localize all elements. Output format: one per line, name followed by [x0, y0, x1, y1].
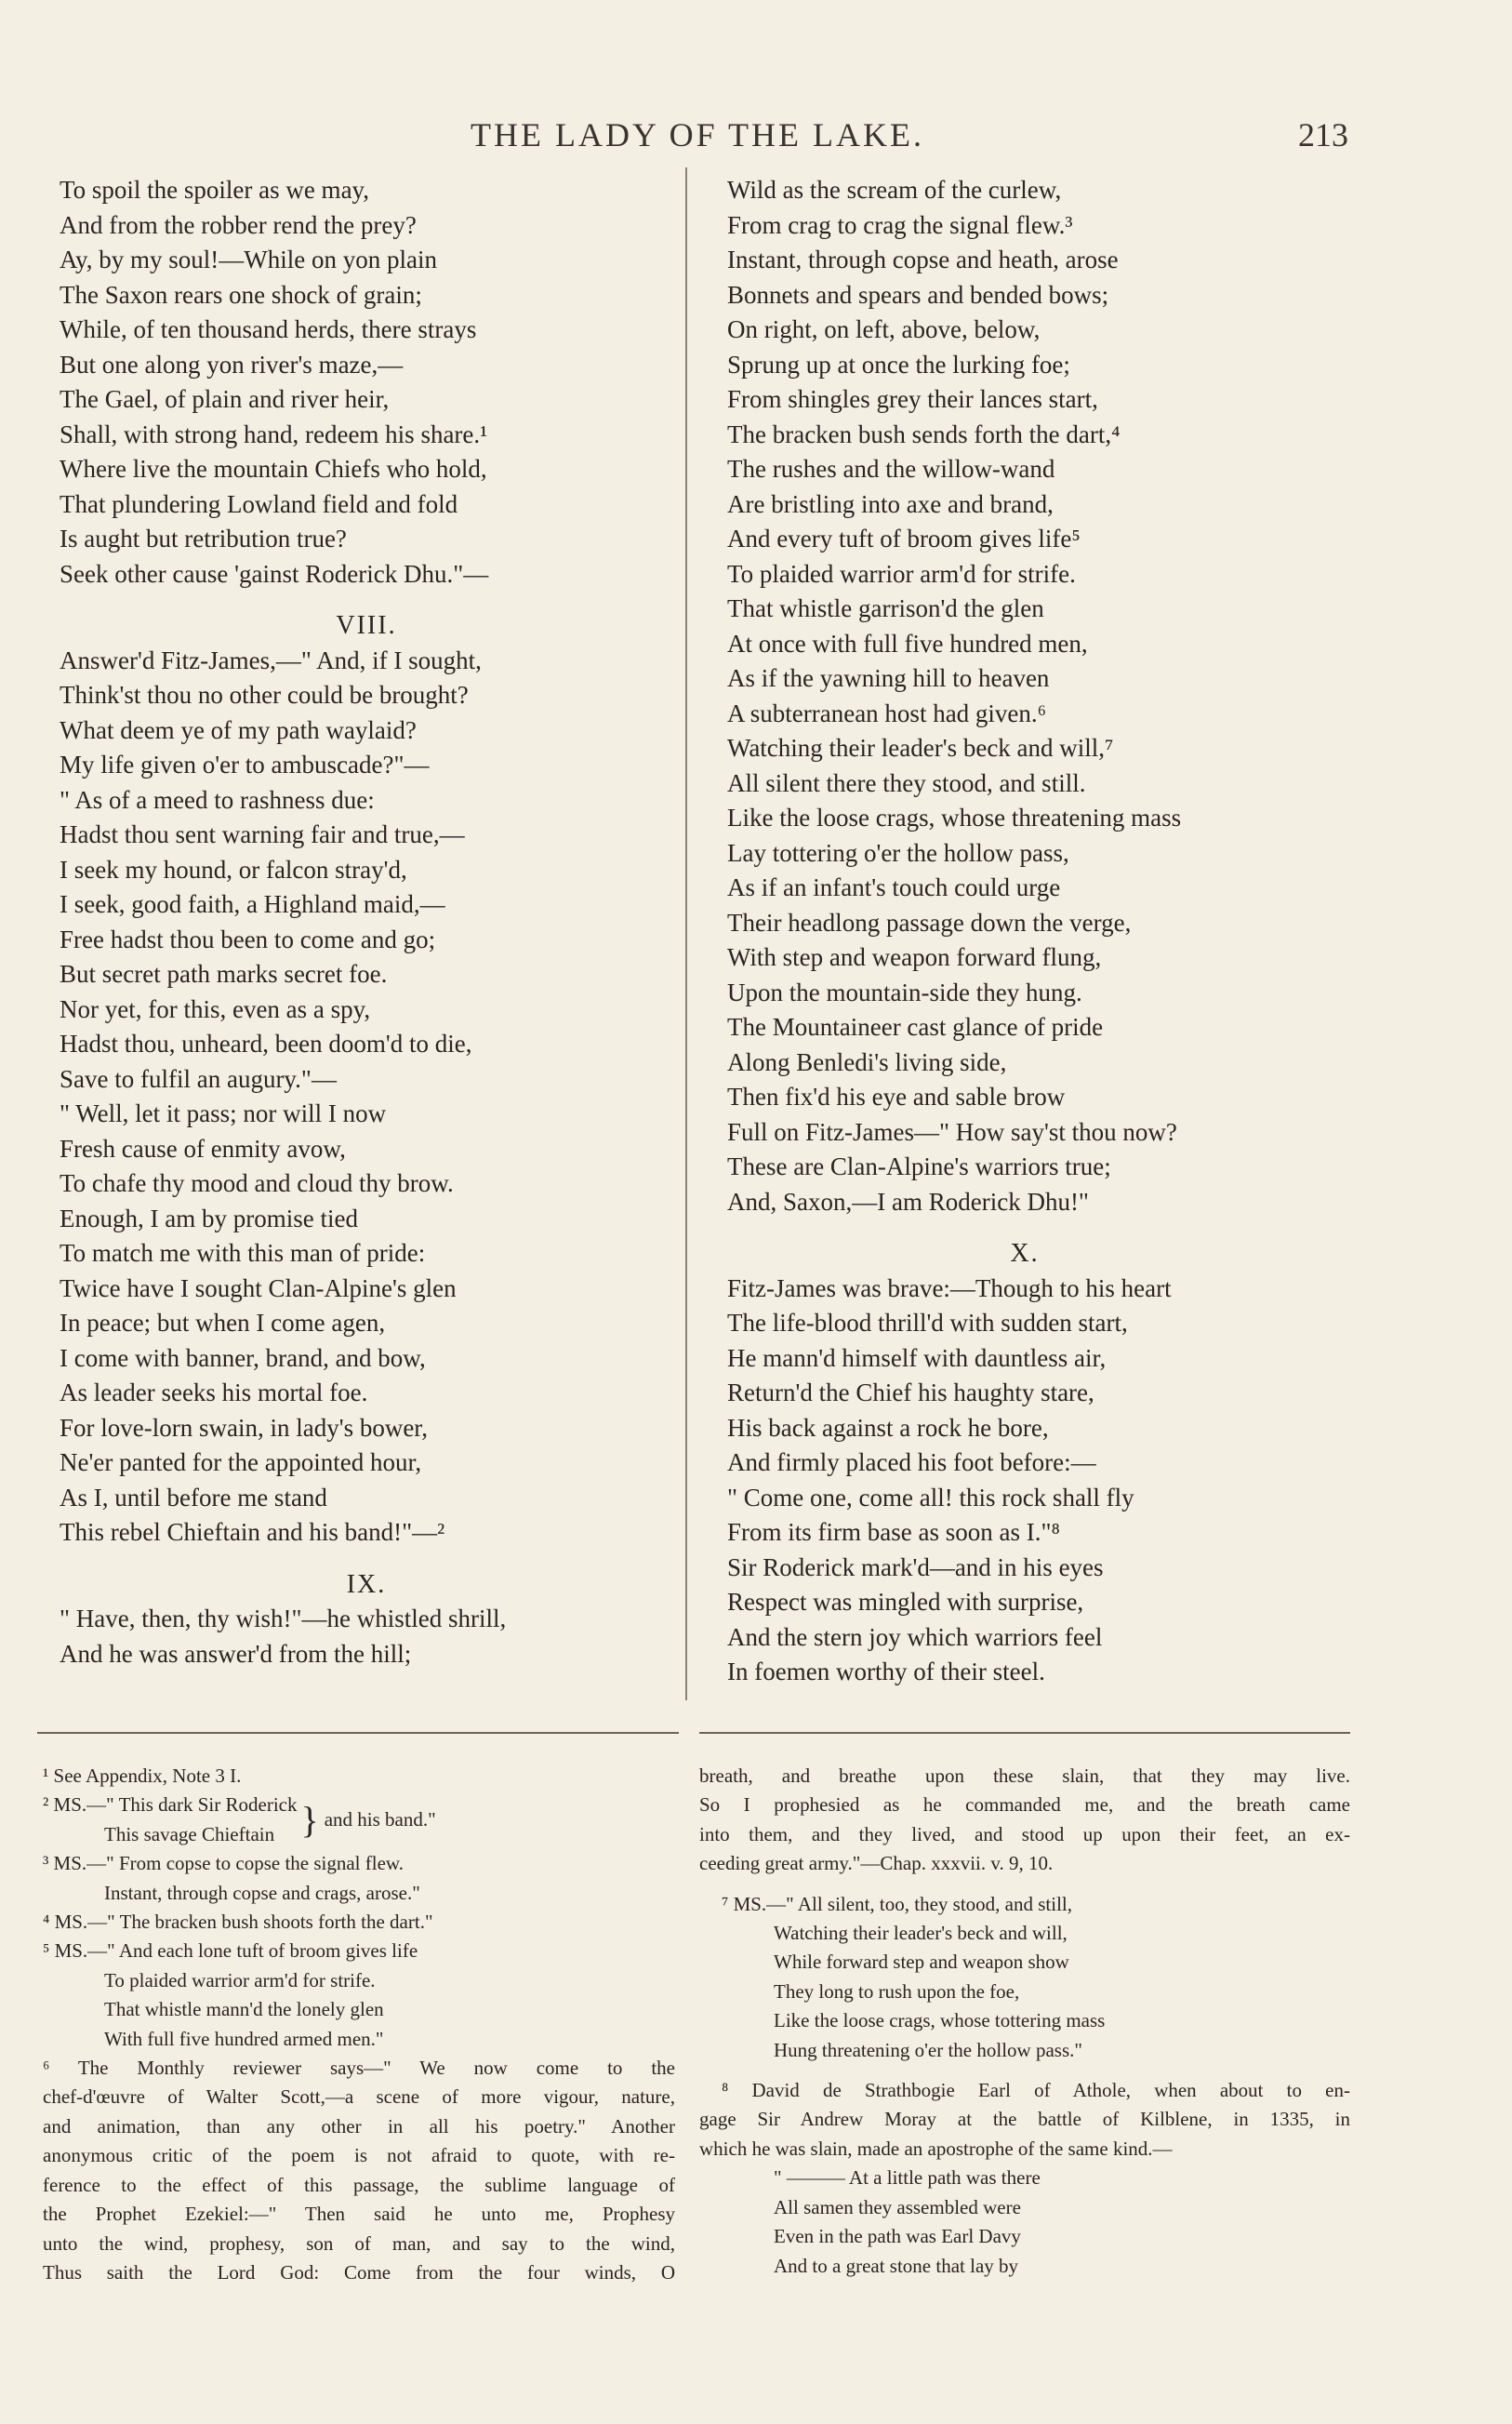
column-divider [685, 167, 687, 1700]
verse-line: Save to fulfil an augury."— [60, 1064, 337, 1093]
footnote-6-line: and animation, than any other in all his poetry." Another [43, 2114, 675, 2138]
footnote-5-line: That whistle mann'd the lonely glen [104, 1998, 384, 2021]
verse-line: The rushes and the willow-wand [727, 455, 1055, 483]
verse-line: From crag to crag the signal flew.³ [727, 210, 1073, 239]
verse-line: This rebel Chieftain and his band!"—² [60, 1518, 445, 1546]
verse-line: With step and weapon forward flung, [727, 943, 1102, 971]
verse-line: Hadst thou sent warning fair and true,— [60, 820, 465, 848]
verse-line: On right, on left, above, below, [727, 315, 1041, 343]
verse-line: I seek, good faith, a Highland maid,— [60, 890, 445, 918]
verse-line: The bracken bush sends forth the dart,⁴ [727, 420, 1121, 448]
footnote-7-line: Like the loose crags, whose tottering mass [774, 2009, 1106, 2032]
verse-line: In foemen worthy of their steel. [727, 1658, 1045, 1685]
verse-line: As leader seeks his mortal foe. [60, 1378, 368, 1406]
stanza-number-ix: IX. [346, 1569, 387, 1599]
verse-line: Shall, with strong hand, redeem his share.¹ [60, 420, 488, 448]
verse-line: These are Clan-Alpine's warriors true; [727, 1152, 1111, 1180]
footnotes-right [699, 1762, 1350, 2281]
verse-line: " Have, then, thy wish!"—he whistled shrill, [60, 1605, 507, 1632]
footnote-7: ⁷ MS.—" All silent, too, they stood, and still, [722, 1892, 1072, 1915]
verse-line: His back against a rock he bore, [727, 1413, 1049, 1442]
verse-line: To plaided warrior arm'd for strife. [727, 559, 1076, 588]
footnote-7-line: Watching their leader's beck and will, [774, 1922, 1068, 1945]
verse-line: Bonnets and spears and bended bows; [727, 280, 1109, 309]
footnote-6-line: chef-d'œuvre of Walter Scott,—a scene of more vigour, nature, [43, 2085, 675, 2109]
verse-line: From its firm base as soon as I."⁸ [727, 1518, 1060, 1546]
verse-line: Then fix'd his eye and sable brow [727, 1083, 1066, 1111]
verse-line: A subterranean host had given.⁶ [727, 699, 1047, 727]
verse-line: Sir Roderick mark'd—and in his eyes [727, 1552, 1104, 1581]
verse-line: And from the robber rend the prey? [60, 210, 417, 239]
verse-line: Watching their leader's beck and will,⁷ [727, 734, 1114, 762]
verse-line: The life-blood thrill'd with sudden start, [727, 1309, 1128, 1337]
verse-line: Where live the mountain Chiefs who hold, [60, 455, 487, 483]
verse-line: I come with banner, brand, and bow, [60, 1343, 426, 1372]
verse-line: My life given o'er to ambuscade?"— [60, 751, 430, 779]
page-number: 213 [1298, 116, 1348, 153]
verse-line: Ay, by my soul!—While on yon plain [60, 246, 437, 273]
verse-line: To chafe thy mood and cloud thy brow. [60, 1169, 454, 1197]
verse-line: Instant, through copse and heath, arose [727, 246, 1119, 273]
verse-line: While, of ten thousand herds, there strays [60, 315, 477, 343]
footnote-6-line: unto the wind, prophesy, son of man, and say to the wind, [43, 2231, 675, 2255]
verse-line: Respect was mingled with surprise, [727, 1588, 1084, 1616]
footnote-4: ⁴ MS.—" The bracken bush shoots forth the dart." [43, 1911, 433, 1934]
verse-line: Hadst thou, unheard, been doom'd to die, [60, 1030, 472, 1058]
verse-line: The Mountaineer cast glance of pride [727, 1013, 1104, 1041]
verse-line: Are bristling into axe and brand, [727, 489, 1054, 518]
footnote-2-suffix: and his band." [324, 1808, 436, 1831]
verse-line: Answer'd Fitz-James,—" And, if I sought, [60, 646, 482, 674]
verse-line: The Gael, of plain and river heir, [60, 385, 390, 413]
verse-line: Seek other cause 'gainst Roderick Dhu."— [60, 559, 489, 588]
verse-line: Ne'er panted for the appointed hour, [60, 1448, 422, 1476]
verse-line: And firmly placed his foot before:— [727, 1448, 1096, 1476]
verse-line: Sprung up at once the lurking foe; [727, 350, 1070, 379]
footnote-2-line: ² MS.—" This dark Sir Roderick [43, 1793, 298, 1817]
footnote-6-continued: breath, and breathe upon these slain, that they may live. [699, 1765, 1350, 1787]
verse-line: Like the loose crags, whose threatening mass [727, 804, 1182, 832]
footnote-6-continued: ceeding great army."—Chap. xxxvii. v. 9, 10. [699, 1852, 1054, 1875]
verse-line: Lay tottering o'er the hollow pass, [727, 838, 1069, 867]
footnote-6-continued: into them, and they lived, and stood up upon their feet, an ex- [699, 1822, 1350, 1845]
verse-line: From shingles grey their lances start, [727, 385, 1098, 413]
verse-line: But one along yon river's maze,— [60, 350, 404, 379]
footnote-6-line: ⁶ The Monthly reviewer says—" We now come to the [43, 2057, 675, 2080]
footnote-3-line: Instant, through copse and crags, arose." [104, 1881, 420, 1904]
verse-line: As if an infant's touch could urge [727, 873, 1061, 901]
footnote-7-line: Hung threatening o'er the hollow pass." [774, 2038, 1082, 2061]
verse-line: At once with full five hundred men, [727, 629, 1088, 658]
verse-line: All silent there they stood, and still. [727, 768, 1086, 797]
verse-line: Full on Fitz-James—" How say'st thou now? [727, 1117, 1177, 1146]
right-column [727, 173, 1322, 1690]
footnote-6-line: ference to the effect of this passage, the sublime language of [43, 2173, 675, 2196]
footnote-3: ³ MS.—" From copse to copse the signal flew. [43, 1852, 404, 1875]
left-column [60, 173, 673, 1671]
verse-line: Their headlong passage down the verge, [727, 908, 1132, 937]
footnotes-left [43, 1762, 675, 2287]
verse-line: That plundering Lowland field and fold [60, 489, 458, 518]
footnote-8-quote: All samen they assembled were [774, 2195, 1021, 2218]
footnote-7-line: While forward step and weapon show [774, 1951, 1069, 1974]
verse-line: Return'd the Chief his haughty stare, [727, 1378, 1094, 1406]
verse-line: And every tuft of broom gives life⁵ [727, 525, 1081, 553]
footnote-5: ⁵ MS.—" And each lone tuft of broom gives life [43, 1939, 418, 1963]
verse-line: Think'st thou no other could be brought? [60, 681, 469, 709]
footnote-6-line: the Prophet Ezekiel:—" Then said he unto me, Prophesy [43, 2203, 675, 2226]
verse-line: I seek my hound, or falcon stray'd, [60, 855, 407, 884]
brace-glyph: } [300, 1798, 319, 1841]
footnote-5-line: With full five hundred armed men." [104, 2027, 384, 2050]
verse-line: The Saxon rears one shock of grain; [60, 280, 422, 309]
footnote-rule [699, 1732, 1350, 1734]
footnote-6-line: Thus saith the Lord God: Come from the four winds, O [43, 2260, 675, 2284]
verse-line: What deem ye of my path waylaid? [60, 715, 417, 744]
footnote-6-line: anonymous critic of the poem is not afraid to quote, with re- [43, 2144, 675, 2167]
footnote-8-quote: And to a great stone that lay by [774, 2254, 1019, 2277]
verse-line: And, Saxon,—I am Roderick Dhu!" [727, 1187, 1089, 1216]
verse-line: And the stern joy which warriors feel [727, 1622, 1103, 1651]
footnote-2 [43, 1791, 675, 1849]
verse-line: Along Benledi's living side, [727, 1047, 1007, 1076]
footnote-1: ¹ See Appendix, Note 3 I. [43, 1765, 242, 1787]
verse-line: Twice have I sought Clan-Alpine's glen [60, 1273, 457, 1302]
footnote-rule [37, 1732, 679, 1734]
footnote-2-alt: This savage Chieftain [104, 1822, 275, 1845]
footnote-8-quote: " ——— At a little path was there [774, 2166, 1041, 2190]
verse-line: Wild as the scream of the curlew, [727, 176, 1062, 204]
verse-line: To spoil the spoiler as we may, [60, 176, 370, 204]
footnote-8: ⁸ David de Strathbogie Earl of Athole, when about to en- [722, 2079, 1350, 2102]
verse-line: Fitz-James was brave:—Though to his heart [727, 1273, 1172, 1302]
verse-line: And he was answer'd from the hill; [60, 1639, 412, 1668]
verse-line: Nor yet, for this, even as a spy, [60, 994, 371, 1023]
verse-line: Enough, I am by promise tied [60, 1204, 358, 1232]
verse-line: Is aught but retribution true? [60, 525, 347, 553]
running-title: THE LADY OF THE LAKE. [471, 116, 924, 153]
footnote-6-continued: So I prophesied as he commanded me, and the breath came [699, 1793, 1350, 1817]
footnote-5-line: To plaided warrior arm'd for strife. [104, 1968, 376, 1991]
footnote-7-line: They long to rush upon the foe, [774, 1979, 1020, 2003]
verse-line: As I, until before me stand [60, 1483, 327, 1512]
footnote-8-line: gage Sir Andrew Moray at the battle of Kilblene, in 1335, in [699, 2108, 1350, 2131]
verse-line: To match me with this man of pride: [60, 1239, 426, 1267]
verse-line: For love-lorn swain, in lady's bower, [60, 1413, 428, 1442]
verse-line: In peace; but when I come agen, [60, 1309, 386, 1337]
verse-line: Fresh cause of enmity avow, [60, 1134, 346, 1163]
stanza-number-x: X. [1010, 1239, 1040, 1268]
verse-line: Upon the mountain-side they hung. [727, 978, 1082, 1006]
verse-line: Free hadst thou been to come and go; [60, 925, 436, 953]
verse-line: But secret path marks secret foe. [60, 960, 388, 988]
verse-line: " As of a meed to rashness due: [60, 785, 375, 814]
stanza-number-viii: VIII. [336, 611, 397, 640]
footnote-8-quote: Even in the path was Earl Davy [774, 2225, 1021, 2248]
verse-line: That whistle garrison'd the glen [727, 594, 1044, 622]
verse-line: " Well, let it pass; nor will I now [60, 1099, 387, 1127]
verse-line: As if the yawning hill to heaven [727, 664, 1050, 692]
verse-line: He mann'd himself with dauntless air, [727, 1343, 1107, 1372]
verse-line: " Come one, come all! this rock shall fly [727, 1483, 1134, 1512]
footnote-8-line: which he was slain, made an apostrophe of the same kind.— [699, 2137, 1173, 2160]
